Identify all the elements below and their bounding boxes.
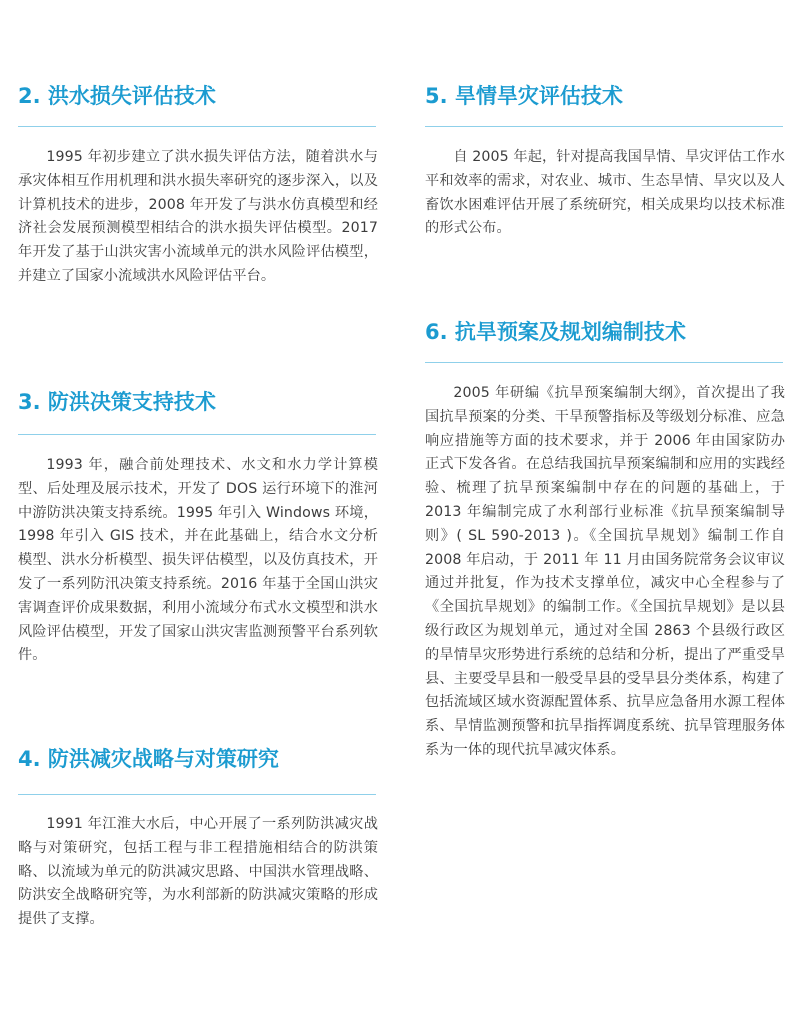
section-paragraph: 1995 年初步建立了洪水损失评估方法，随着洪水与承灾体相互作用机理和洪水损失率研究的逐步深入，以及计算机技术的进步，2008 年开发了与洪水仿真模型和经济社会发展预测模型相结合的洪水损失评估模型。2017 年开发了基于山洪灾害小流域单元的洪水风险评估模型，并建立了国家小流域洪水风险评估平台。: [18, 149, 378, 284]
section-divider: [425, 126, 783, 127]
section-title: 5. 旱情旱灾评估技术: [425, 84, 623, 108]
section-paragraph: 1993 年，融合前处理技术、水文和水力学计算模型、后处理及展示技术，开发了 DOS 运行环境下的淮河中游防洪决策支持系统。1995 年引入 Windows 环境，1998 年引入 GIS 技术，并在此基础上，结合水文分析模型、洪水分析模型、损失评估模型，以及仿真技术，开发了一系列防汛决策支持系统。2016 年基于全国山洪灾害调查评价成果数据，利用小流域分布式水文模型和洪水风险评估模型，开发了国家山洪灾害监测预警平台系列软件。: [18, 457, 378, 664]
section-divider: [18, 794, 376, 795]
section-flood-decision-support: [18, 388, 378, 664]
section-divider: [18, 126, 376, 127]
section-divider: [425, 362, 783, 363]
section-paragraph: 1991 年江淮大水后，中心开展了一系列防洪减灾战略与对策研究，包括工程与非工程措施相结合的防洪策略、以流域为单元的防洪减灾思路、中国洪水管理战略、防洪安全战略研究等，为水利部新的防洪减灾策略的形成提供了支撑。: [18, 816, 378, 928]
section-title: 6. 抗旱预案及规划编制技术: [425, 320, 686, 344]
section-title: 3. 防洪决策支持技术: [18, 390, 216, 414]
section-title: 2. 洪水损失评估技术: [18, 84, 216, 108]
section-title: 4. 防洪减灾战略与对策研究: [18, 747, 279, 771]
section-paragraph: 2005 年研编《抗旱预案编制大纲》，首次提出了我国抗旱预案的分类、干旱预警指标及等级划分标准、应急响应措施等方面的技术要求，并于 2006 年由国家防办正式下发各省。在总结我国抗旱预案编制和应用的实践经验、梳理了抗旱预案编制中存在的问题的基础上，于 2013 年编制完成了水利部行业标准《抗旱预案编制导则》( SL 590-2013 )。《全国抗旱规划》编制工作自 2008 年启动，于 2011 年 11 月由国务院常务会议审议通过并批复，作为技术支撑单位，减灾中心全程参与了《全国抗旱规划》的编制工作。《全国抗旱规划》是以县级行政区为规划单元，通过对全国 2863 个县级行政区的旱情旱灾形势进行系统的总结和分析，提出了严重受旱县、主要受旱县和一般受旱县的受旱县分类体系，构建了包括流域区域水资源配置体系、抗旱应急备用水源工程体系、旱情监测预警和抗旱指挥调度系统、抗旱管理服务体系为一体的现代抗旱减灾体系。: [425, 385, 785, 758]
section-flood-loss-assessment: [18, 82, 378, 284]
section-drought-assessment: [425, 82, 785, 237]
section-drought-plan-compilation: [425, 318, 785, 758]
section-flood-strategy-research: [18, 745, 378, 928]
section-divider: [18, 434, 376, 435]
section-paragraph: 自 2005 年起，针对提高我国旱情、旱灾评估工作水平和效率的需求，对农业、城市、生态旱情、旱灾以及人畜饮水困难评估开展了系统研究，相关成果均以技术标准的形式公布。: [425, 149, 785, 237]
